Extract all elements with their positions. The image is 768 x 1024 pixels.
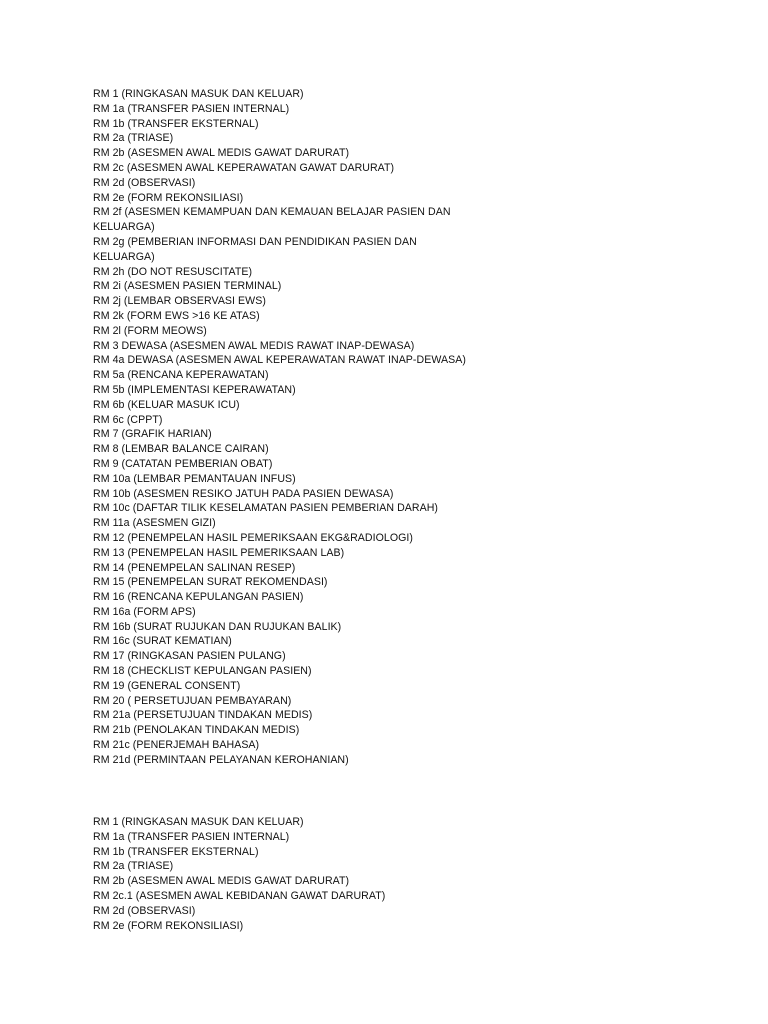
list-item: RM 4a DEWASA (ASESMEN AWAL KEPERAWATAN RAWAT INAP-DEWASA) xyxy=(93,354,466,367)
list-item: RM 19 (GENERAL CONSENT) xyxy=(93,679,241,692)
list-item: RM 16 (RENCANA KEPULANGAN PASIEN) xyxy=(93,591,304,604)
list-item: RM 18 (CHECKLIST KEPULANGAN PASIEN) xyxy=(93,665,312,678)
list-item: RM 2i (ASESMEN PASIEN TERMINAL) xyxy=(93,280,282,293)
list-item: RM 2c.1 (ASESMEN AWAL KEBIDANAN GAWAT DARURAT) xyxy=(93,889,386,902)
list-item: RM 5b (IMPLEMENTASI KEPERAWATAN) xyxy=(93,383,296,396)
list-item: RM 6b (KELUAR MASUK ICU) xyxy=(93,398,240,411)
list-item: RM 15 (PENEMPELAN SURAT REKOMENDASI) xyxy=(93,576,328,589)
list-item: RM 2d (OBSERVASI) xyxy=(93,176,196,189)
list-item: RM 12 (PENEMPELAN HASIL PEMERIKSAAN EKG&RADIOLOGI) xyxy=(93,531,414,544)
list-item: RM 10a (LEMBAR PEMANTAUAN INFUS) xyxy=(93,472,296,485)
list-item: RM 17 (RINGKASAN PASIEN PULANG) xyxy=(93,650,286,663)
list-item: RM 16b (SURAT RUJUKAN DAN RUJUKAN BALIK) xyxy=(93,620,342,633)
list-item: RM 1b (TRANSFER EKSTERNAL) xyxy=(93,117,259,130)
list-item: RM 2a (TRIASE) xyxy=(93,860,174,873)
list-item: RM 10b (ASESMEN RESIKO JATUH PADA PASIEN DEWASA) xyxy=(93,487,394,500)
list-item: RM 16a (FORM APS) xyxy=(93,605,196,618)
list-item: RM 1b (TRANSFER EKSTERNAL) xyxy=(93,845,259,858)
list-item: RM 1 (RINGKASAN MASUK DAN KELUAR) xyxy=(93,88,304,100)
list-item: RM 2c (ASESMEN AWAL KEPERAWATAN GAWAT DARURAT) xyxy=(93,161,395,174)
list-item: RM 13 (PENEMPELAN HASIL PEMERIKSAAN LAB) xyxy=(93,546,345,559)
list-item: RM 2a (TRIASE) xyxy=(93,132,174,145)
list-item: RM 2b (ASESMEN AWAL MEDIS GAWAT DARURAT) xyxy=(93,147,350,160)
list-item: RM 2l (FORM MEOWS) xyxy=(93,324,207,337)
list-item: RM 2d (OBSERVASI) xyxy=(93,904,196,917)
list-item: RM 1 (RINGKASAN MASUK DAN KELUAR) xyxy=(93,816,304,828)
list-item: RM 9 (CATATAN PEMBERIAN OBAT) xyxy=(93,457,273,470)
list-item: RM 2e (FORM REKONSILIASI) xyxy=(93,191,244,204)
list-item: RM 2k (FORM EWS >16 KE ATAS) xyxy=(93,309,260,322)
list-item: RM 6c (CPPT) xyxy=(93,413,163,426)
list-item: RM 2h (DO NOT RESUSCITATE) xyxy=(93,265,253,278)
list-item: RM 11a (ASESMEN GIZI) xyxy=(93,517,216,530)
form-list-1 xyxy=(93,87,473,768)
list-item: RM 16c (SURAT KEMATIAN) xyxy=(93,635,232,648)
form-list-2 xyxy=(93,815,473,933)
list-item: RM 21c (PENERJEMAH BAHASA) xyxy=(93,739,260,752)
list-item: RM 10c (DAFTAR TILIK KESELAMATAN PASIEN PEMBERIAN DARAH) xyxy=(93,502,439,515)
list-item: RM 2f (ASESMEN KEMAMPUAN DAN KEMAUAN BELAJAR PASIEN DAN KELUARGA) xyxy=(93,206,451,234)
list-item: RM 21b (PENOLAKAN TINDAKAN MEDIS) xyxy=(93,724,300,737)
list-item: RM 8 (LEMBAR BALANCE CAIRAN) xyxy=(93,443,269,456)
list-item: RM 2b (ASESMEN AWAL MEDIS GAWAT DARURAT) xyxy=(93,875,350,888)
list-item: RM 2e (FORM REKONSILIASI) xyxy=(93,919,244,932)
list-item: RM 2j (LEMBAR OBSERVASI EWS) xyxy=(93,295,266,308)
list-item: RM 5a (RENCANA KEPERAWATAN) xyxy=(93,369,269,382)
list-item: RM 2g (PEMBERIAN INFORMASI DAN PENDIDIKAN PASIEN DAN KELUARGA) xyxy=(93,235,417,263)
list-item: RM 20 ( PERSETUJUAN PEMBAYARAN) xyxy=(93,694,292,707)
list-item: RM 3 DEWASA (ASESMEN AWAL MEDIS RAWAT INAP-DEWASA) xyxy=(93,339,415,352)
list-item: RM 21d (PERMINTAAN PELAYANAN KEROHANIAN) xyxy=(93,753,349,766)
list-item: RM 21a (PERSETUJUAN TINDAKAN MEDIS) xyxy=(93,709,313,722)
list-item: RM 14 (PENEMPELAN SALINAN RESEP) xyxy=(93,561,296,574)
list-item: RM 1a (TRANSFER PASIEN INTERNAL) xyxy=(93,102,290,115)
list-item: RM 1a (TRANSFER PASIEN INTERNAL) xyxy=(93,830,290,843)
list-item: RM 7 (GRAFIK HARIAN) xyxy=(93,428,212,441)
